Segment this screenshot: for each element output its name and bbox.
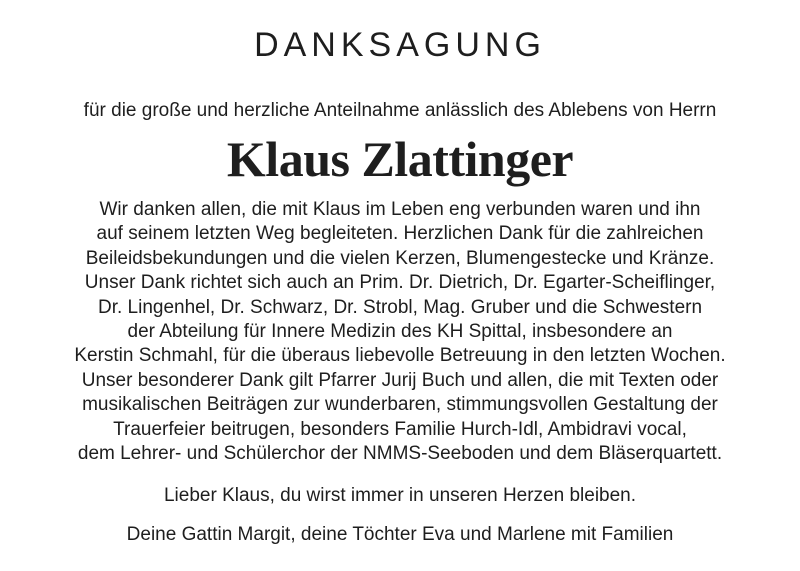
deceased-name: Klaus Zlattinger <box>226 131 574 187</box>
body-line: Kerstin Schmahl, für die überaus liebevolle Betreuung in den letzten Wochen. <box>74 345 726 367</box>
thanks-body <box>0 198 800 466</box>
body-line: Beileidsbekundungen und die vielen Kerzen, Blumengestecke und Kränze. <box>85 247 715 269</box>
body-line: auf seinem letzten Weg begleiteten. Herzlichen Dank für die zahlreichen <box>96 223 704 245</box>
body-line: Dr. Lingenhel, Dr. Schwarz, Dr. Strobl, Mag. Gruber und die Schwestern <box>97 296 703 318</box>
body-line: Wir danken allen, die mit Klaus im Leben eng verbunden waren und ihn <box>99 199 701 220</box>
body-line: musikalischen Beiträgen zur wunderbaren, stimmungsvollen Gestaltung der <box>82 394 718 416</box>
closing-line: Lieber Klaus, du wirst immer in unseren Herzen bleiben. <box>163 485 637 506</box>
body-line: der Abteilung für Innere Medizin des KH Spittal, insbesondere an <box>127 321 673 343</box>
body-line: dem Lehrer- und Schülerchor der NMMS-Seeboden und dem Bläserquartett. <box>77 443 723 465</box>
intro-text: für die große und herzliche Anteilnahme anlässlich des Ablebens von Herrn <box>83 100 717 121</box>
signature-line: Deine Gattin Margit, deine Töchter Eva und Marlene mit Familien <box>126 524 674 545</box>
notice-heading: DANKSAGUNG <box>254 26 546 64</box>
body-line: Trauerfeier beitrugen, besonders Familie Hurch-Idl, Ambidravi vocal, <box>113 418 687 440</box>
body-line: Unser besonderer Dank gilt Pfarrer Jurij Buch und allen, die mit Texten oder <box>81 369 719 391</box>
body-line: Unser Dank richtet sich auch an Prim. Dr. Dietrich, Dr. Egarter-Scheiflinger, <box>84 272 716 294</box>
